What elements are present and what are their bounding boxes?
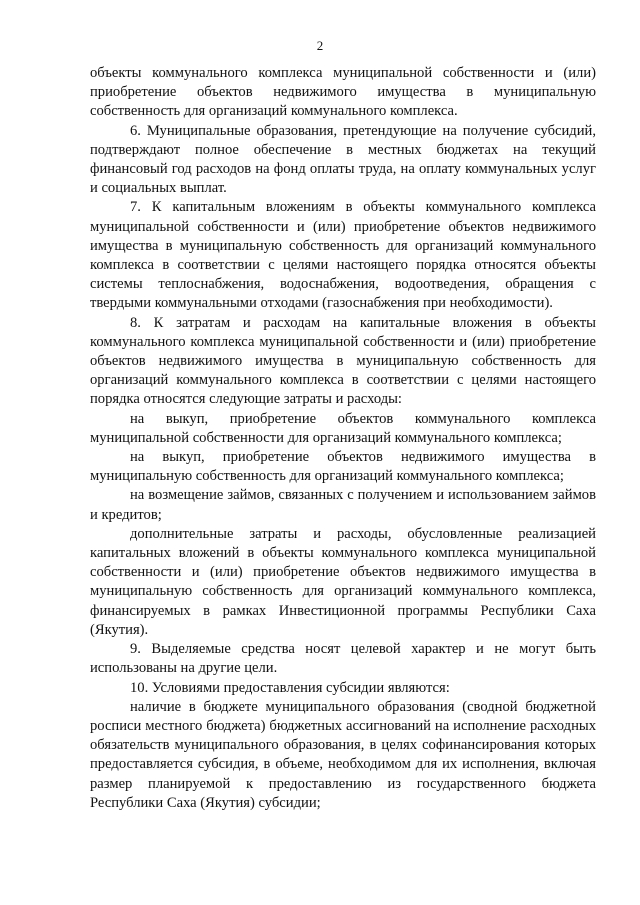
paragraph-item-10-sub-1: наличие в бюджете муниципального образования (сводной бюджетной росписи местного бюджета) бюджетных ассигнований на исполнение расходных обязательств муниципального образования, в целях софинансирования которых предоставляется субсидия, в объеме, необходимом для их исполнения, включая размер планируемой к предоставлению из государственного бюджета Республики Саха (Якутия) субсидии;	[90, 698, 596, 811]
paragraph-item-8-sub-3: на возмещение займов, связанных с получением и использованием займов и кредитов;	[90, 487, 596, 523]
page-number: 2	[316, 38, 324, 53]
paragraph-item-7: 7. К капитальным вложениям в объекты коммунального комплекса муниципальной собственности и (или) приобретение объектов недвижимого имущества в муниципальную собственность для организаций коммунального комплекса в соответствии с целями настоящего порядка относятся объекты системы теплоснабжения, водоснабжения, водоотведения, обращения с твердыми коммунальными отходами (газоснабжения при необходимости).	[90, 199, 596, 312]
paragraph-item-8-sub-1: на выкуп, приобретение объектов коммунального комплекса муниципальной собственности для организаций коммунального комплекса;	[90, 410, 596, 446]
paragraph-item-8-sub-4: дополнительные затраты и расходы, обусловленные реализацией капитальных вложений в объекты коммунального комплекса муниципальной собственности и (или) приобретение объектов недвижимого имущества в муниципальную собственность для организаций коммунального комплекса, финансируемых в рамках Инвестиционной программы Республики Саха (Якутия).	[90, 525, 596, 638]
paragraph-item-8-sub-2: на выкуп, приобретение объектов недвижимого имущества в муниципальную собственность для организаций коммунального комплекса;	[90, 449, 596, 485]
paragraph-item-6: 6. Муниципальные образования, претендующие на получение субсидий, подтверждают полное обеспечение в местных бюджетах на текущий финансовый год расходов на фонд оплаты труда, на оплату коммунальных услуг и социальных выплат.	[90, 122, 596, 197]
document-body	[90, 64, 596, 813]
paragraph-continuation: объекты коммунального комплекса муниципальной собственности и (или) приобретение объектов недвижимого имущества в муниципальную собственность для организаций коммунального комплекса.	[90, 65, 596, 120]
paragraph-item-10: 10. Условиями предоставления субсидии являются:	[130, 679, 450, 696]
paragraph-item-9: 9. Выделяемые средства носят целевой характер и не могут быть использованы на другие цели.	[90, 641, 596, 677]
paragraph-item-8: 8. К затратам и расходам на капитальные вложения в объекты коммунального комплекса муниципальной собственности и (или) приобретение объектов недвижимого имущества в муниципальную собственность для организаций коммунального комплекса в соответствии с целями настоящего порядка относятся следующие затраты и расходы:	[90, 314, 596, 408]
